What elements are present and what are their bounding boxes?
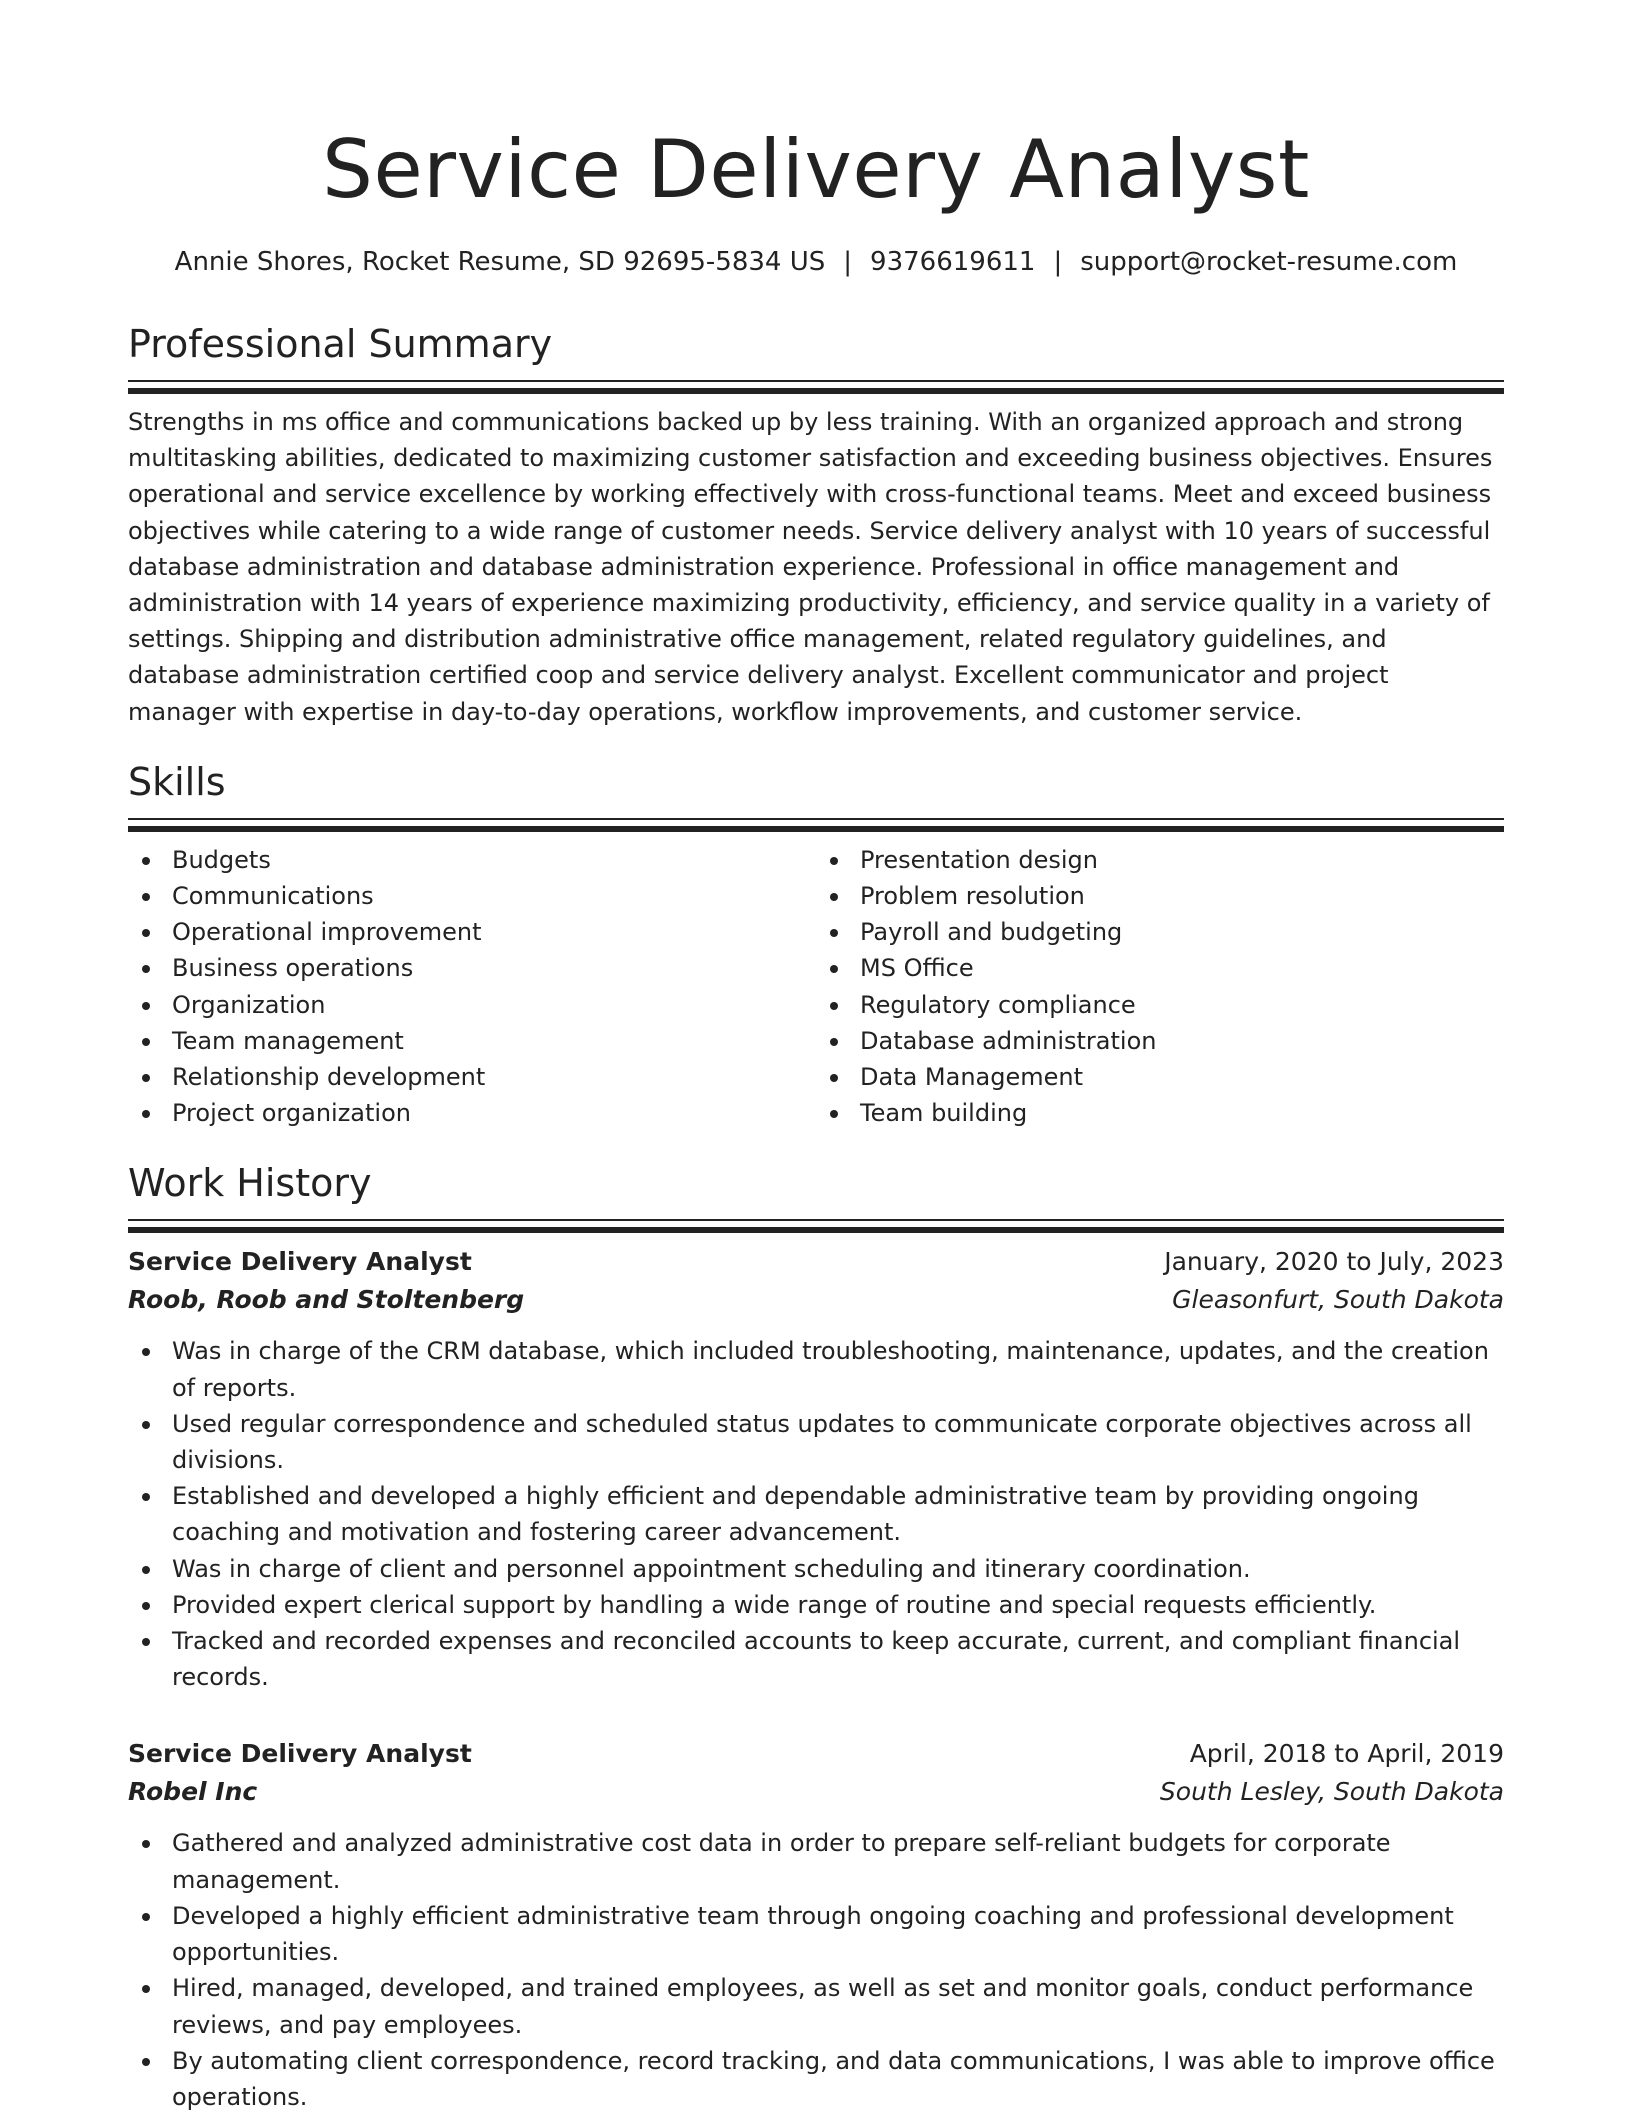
job-title: Service Delivery Analyst [128, 1247, 472, 1277]
job-bullet: Was in charge of client and personnel appointment scheduling and itinerary coordination. [128, 1551, 1504, 1587]
job-location: South Lesley, South Dakota [1159, 1777, 1504, 1807]
skill-item: Relationship development [128, 1059, 816, 1095]
job-bullet: Gathered and analyzed administrative cost data in order to prepare self-reliant budgets for corporate management. [128, 1825, 1504, 1897]
job-header [128, 1735, 1504, 1773]
skills-list [128, 842, 1504, 1132]
contact-line [128, 244, 1504, 280]
job-bullet: By automating client correspondence, record tracking, and data communications, I was able to improve office operations. [128, 2043, 1504, 2112]
job-entry [128, 1243, 1504, 1695]
skill-item: Team management [128, 1023, 816, 1059]
job-dates: January, 2020 to July, 2023 [1164, 1247, 1504, 1277]
job-company: Robel Inc [128, 1777, 258, 1807]
job-bullet: Hired, managed, developed, and trained employees, as well as set and monitor goals, conduct performance reviews, and pay employees. [128, 1970, 1504, 2042]
section-divider [128, 818, 1504, 830]
skill-item: Team building [816, 1095, 1504, 1131]
job-subheader [128, 1281, 1504, 1319]
job-bullet: Was in charge of the CRM database, which included troubleshooting, maintenance, updates, and the creation of reports. [128, 1333, 1504, 1405]
summary-heading: Professional Summary [128, 322, 553, 366]
skill-item: Regulatory compliance [816, 987, 1504, 1023]
skills-heading: Skills [128, 759, 226, 804]
job-subheader [128, 1773, 1504, 1811]
skill-item: Operational improvement [128, 914, 816, 950]
summary-section [128, 322, 1504, 730]
job-company: Roob, Roob and Stoltenberg [128, 1285, 525, 1315]
job-entry [128, 1735, 1504, 2112]
contact-address: Annie Shores, Rocket Resume, SD 92695-5834 US [174, 247, 826, 277]
resume-title: Service Delivery Analyst [322, 123, 1310, 216]
skill-item: Organization [128, 987, 816, 1023]
skill-item: Budgets [128, 842, 816, 878]
skill-item: Project organization [128, 1095, 816, 1131]
skill-item: Problem resolution [816, 878, 1504, 914]
skill-item: MS Office [816, 950, 1504, 986]
section-divider [128, 380, 1504, 392]
job-bullet: Established and developed a highly efficient and dependable administrative team by providing ongoing coaching and motivation and fostering career advancement. [128, 1478, 1504, 1550]
job-bullets [128, 1333, 1504, 1695]
skills-column-left [128, 842, 816, 1132]
job-bullet: Developed a highly efficient administrative team through ongoing coaching and professional development opportunities. [128, 1898, 1504, 1970]
skill-item: Communications [128, 878, 816, 914]
skill-item: Business operations [128, 950, 816, 986]
contact-separator: | [843, 247, 853, 277]
job-bullet: Used regular correspondence and scheduled status updates to communicate corporate objectives across all divisions. [128, 1406, 1504, 1478]
job-bullets [128, 1825, 1504, 2112]
contact-separator: | [1053, 247, 1063, 277]
job-bullet: Provided expert clerical support by handling a wide range of routine and special requests efficiently. [128, 1587, 1504, 1623]
skill-item: Database administration [816, 1023, 1504, 1059]
job-bullet: Tracked and recorded expenses and reconciled accounts to keep accurate, current, and compliant financial records. [128, 1623, 1504, 1695]
job-dates: April, 2018 to April, 2019 [1189, 1739, 1504, 1769]
skills-column-right [816, 842, 1504, 1132]
work-heading: Work History [128, 1161, 372, 1206]
skill-item: Presentation design [816, 842, 1504, 878]
contact-email: support@rocket-resume.com [1080, 247, 1458, 277]
summary-text: Strengths in ms office and communications backed up by less training. With an organized approach and strong multitasking abilities, dedicated to maximizing customer satisfaction and exceeding business objectives. Ensures operational and service excellence by working effectively with cross-functional teams. Meet and exceed business objectives while catering to a wide range of customer needs. Service delivery analyst with 10 years of successful database administration and database administration experience. Professional in office management and administration with 14 years of experience maximizing productivity, efficiency, and service quality in a variety of settings. Shipping and distribution administrative office management, related regulatory guidelines, and database administration certified coop and service delivery analyst. Excellent communicator and project manager with expertise in day-to-day operations, workflow improvements, and customer service. [128, 408, 1493, 726]
skills-section [128, 760, 1504, 1132]
job-location: Gleasonfurt, South Dakota [1172, 1285, 1504, 1315]
skill-item: Data Management [816, 1059, 1504, 1095]
skill-item: Payroll and budgeting [816, 914, 1504, 950]
job-header [128, 1243, 1504, 1281]
job-title: Service Delivery Analyst [128, 1739, 472, 1769]
section-divider [128, 1219, 1504, 1231]
work-section [128, 1161, 1504, 2112]
contact-phone: 9376619611 [870, 247, 1036, 277]
